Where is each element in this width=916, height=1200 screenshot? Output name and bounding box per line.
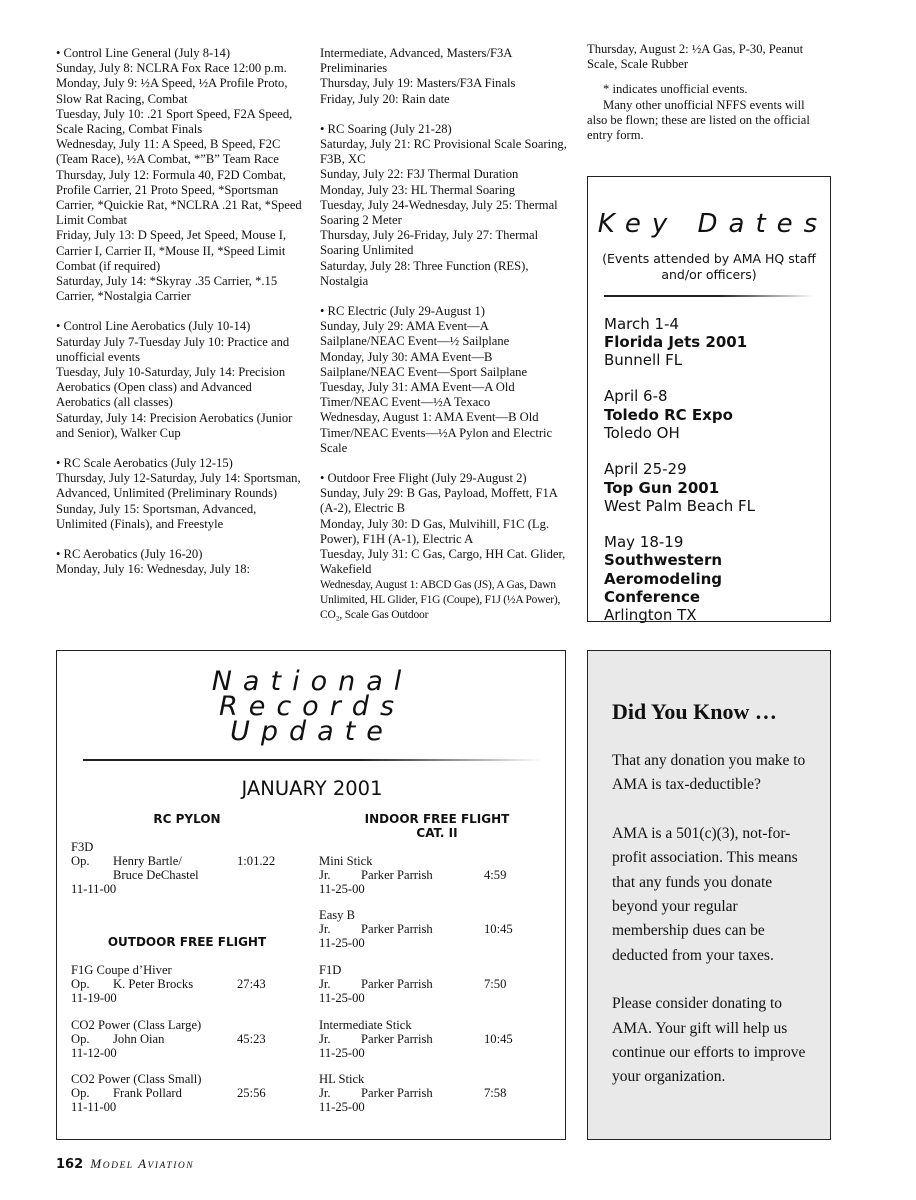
- records-title: [187, 666, 437, 747]
- schedule-line: Sunday, July 29: B Gas, Payload, Moffett, F1A (A-2), Electric B: [320, 486, 558, 516]
- schedule-line: Wednesday, July 11: A Speed, B Speed, F2C (Team Race), ½A Combat, *”B” Team Race: [56, 137, 281, 167]
- schedule-line: Friday, July 20: Rain date: [320, 91, 450, 106]
- record-event: F1G Coupe d’Hiver: [71, 963, 172, 977]
- schedule-column-1: [56, 46, 306, 593]
- event-place: Arlington TX: [604, 606, 697, 625]
- schedule-line: Sunday, July 29: AMA Event—A Sailplane/NEAC Event—½ Sailplane: [320, 319, 510, 349]
- record-entry: [71, 1018, 291, 1060]
- record-event: Intermediate Stick: [319, 1018, 412, 1032]
- event-name: Toledo RC Expo: [604, 405, 733, 424]
- category-heading-rc-pylon: RC PYLON: [153, 812, 221, 826]
- schedule-line: Sunday, July 22: F3J Thermal Duration: [320, 167, 519, 182]
- key-dates-title: Key Dates: [597, 209, 829, 239]
- section-heading: • Outdoor Free Flight (July 29-August 2): [320, 471, 527, 486]
- record-holder: Parker Parrish: [361, 1032, 433, 1046]
- record-time: 7:50: [484, 977, 507, 991]
- record-date: 11-25-00: [319, 991, 365, 1005]
- page-number: 162: [56, 1157, 84, 1172]
- schedule-line: Tuesday, July 31: C Gas, Cargo, HH Cat. Glider, Wakefield: [320, 547, 566, 577]
- did-you-know-box: [587, 650, 831, 1140]
- section-rc-aerobatics-cont: [320, 46, 570, 107]
- schedule-line: Saturday, July 14: *Skyray .35 Carrier, *.15 Carrier, *Nostalgia Carrier: [56, 274, 278, 304]
- record-class: Jr.: [319, 1086, 331, 1100]
- schedule-line: Thursday, July 12: Formula 40, F2D Combat, Profile Carrier, 21 Proto Speed, *Sportsman Carrier, *Quickie Rat, *NCLRA .21 Rat, *Speed Limit Combat: [56, 167, 302, 228]
- section-outdoor-free-flight-cont: [587, 42, 827, 72]
- section-rc-electric: [320, 304, 570, 456]
- note-unofficial: * indicates unofficial events.: [603, 82, 748, 97]
- schedule-line: Wednesday, August 1: ABCD Gas (JS), A Gas, Dawn Unlimited, HL Glider, F1G (Coupe), F1J (½A Power), CO₂, Scale Gas Outdoor: [320, 578, 561, 621]
- section-rc-scale-aerobatics: [56, 456, 306, 532]
- record-date: 11-25-00: [319, 882, 365, 896]
- did-you-know-paragraph: AMA is a 501(c)(3), not-for-profit association. This means that any funds you donate beyond your regular membership dues can be deducted from your taxes.: [612, 824, 798, 964]
- record-time: 10:45: [484, 922, 513, 936]
- category-heading-outdoor: OUTDOOR FREE FLIGHT: [107, 935, 267, 949]
- schedule-line: Monday, July 30: AMA Event—B Sailplane/NEAC Event—Sport Sailplane: [320, 349, 528, 379]
- record-entry: [319, 1072, 539, 1114]
- record-time: 4:59: [484, 868, 507, 882]
- schedule-line: Monday, July 30: D Gas, Mulvihill, F1C (Lg. Power), F1H (A-1), Electric A: [320, 516, 550, 546]
- event-name: Top Gun 2001: [604, 478, 720, 497]
- section-outdoor-free-flight: [320, 471, 570, 622]
- record-time: 7:58: [484, 1086, 507, 1100]
- key-dates-list: [604, 315, 830, 625]
- record-holder: Parker Parrish: [361, 922, 433, 936]
- record-event: CO2 Power (Class Large): [71, 1018, 202, 1032]
- record-class: Jr.: [319, 922, 331, 936]
- schedule-line: Thursday, July 19: Masters/F3A Finals: [320, 76, 516, 91]
- record-date: 11-11-00: [71, 1100, 117, 1114]
- section-rc-soaring: [320, 122, 570, 289]
- notes: [587, 82, 827, 143]
- schedule-line: Thursday, July 12-Saturday, July 14: Sportsman, Advanced, Unlimited (Preliminary Rounds): [56, 471, 301, 501]
- record-time: 10:45: [484, 1032, 513, 1046]
- record-holder: K. Peter Brocks: [113, 977, 194, 991]
- record-date: 11-25-00: [319, 936, 365, 950]
- records-title-line: Update: [230, 716, 394, 747]
- record-class: Op.: [71, 854, 90, 868]
- event-name: Florida Jets 2001: [604, 332, 748, 351]
- record-date: 11-25-00: [319, 1100, 365, 1114]
- did-you-know-title: Did You Know …: [612, 699, 777, 724]
- record-holder: Parker Parrish: [361, 1086, 433, 1100]
- record-class: Op.: [71, 977, 90, 991]
- section-heading: • RC Electric (July 29-August 1): [320, 304, 485, 319]
- key-date-item: [604, 387, 830, 442]
- record-date: 11-25-00: [319, 1046, 365, 1060]
- record-class: Jr.: [319, 977, 331, 991]
- schedule-line: Tuesday, July 10: .21 Sport Speed, F2A Speed, Scale Racing, Combat Finals: [56, 106, 293, 137]
- schedule-line: Monday, July 9: ½A Speed, ½A Profile Proto, Slow Rat Racing, Combat: [56, 76, 288, 106]
- key-date-item: [604, 460, 830, 515]
- schedule-line: Tuesday, July 24-Wednesday, July 25: Thermal Soaring 2 Meter: [320, 197, 558, 228]
- key-dates-subtitle: (Events attended by AMA HQ staff and/or officers): [602, 251, 816, 282]
- schedule-column-3: [587, 42, 827, 143]
- schedule-line: Intermediate, Advanced, Masters/F3A Preliminaries: [320, 46, 512, 76]
- did-you-know-paragraph: Please consider donating to AMA. Your gift will help us continue our efforts to improve your organization.: [612, 995, 806, 1086]
- record-class: Jr.: [319, 868, 331, 882]
- record-date: 11-11-00: [71, 882, 117, 896]
- record-entry: [71, 1072, 291, 1114]
- record-holder: John Oian: [113, 1032, 165, 1046]
- schedule-line: Saturday July 7-Tuesday July 10: Practice and unofficial events: [56, 334, 290, 364]
- schedule-line: Tuesday, July 10-Saturday, July 14: Precision Aerobatics (Open class) and Advanced Aerobatics (all classes): [56, 365, 286, 410]
- record-entry: [319, 908, 539, 950]
- section-control-line-general: [56, 46, 306, 304]
- record-holder: Frank Pollard: [113, 1086, 182, 1100]
- schedule-line: Tuesday, July 31: AMA Event—A Old Timer/NEAC Event—½A Texaco: [320, 380, 515, 410]
- event-date: May 18-19: [604, 533, 684, 552]
- record-event: F1D: [319, 963, 342, 977]
- record-class: Jr.: [319, 1032, 331, 1046]
- schedule-line: Thursday, July 26-Friday, July 27: Thermal Soaring Unlimited: [320, 228, 539, 258]
- record-event: CO2 Power (Class Small): [71, 1072, 202, 1086]
- record-class: Op.: [71, 1086, 90, 1100]
- section-control-line-aerobatics: [56, 319, 306, 441]
- record-event: HL Stick: [319, 1072, 365, 1086]
- page-footer: [56, 1156, 194, 1172]
- record-entry: [319, 1018, 539, 1060]
- record-holder: Henry Bartle/: [113, 854, 182, 868]
- key-date-item: [604, 315, 830, 370]
- records-title-line: Records: [218, 691, 406, 722]
- event-date: April 6-8: [604, 387, 668, 406]
- key-date-item: [604, 533, 830, 624]
- record-holder: Parker Parrish: [361, 977, 433, 991]
- section-heading: • RC Aerobatics (July 16-20): [56, 547, 203, 562]
- record-event: Mini Stick: [319, 854, 373, 868]
- record-holder: Bruce DeChastel: [113, 868, 199, 882]
- schedule-line: Monday, July 16: Wednesday, July 18:: [56, 562, 251, 577]
- schedule-line: Monday, July 23: HL Thermal Soaring: [320, 182, 516, 197]
- record-entry: [319, 963, 539, 1005]
- magazine-name-text: MODEL AVIATION: [90, 1156, 195, 1171]
- divider: [83, 759, 543, 761]
- event-place: West Palm Beach FL: [604, 496, 755, 515]
- record-class: Op.: [71, 1032, 90, 1046]
- schedule-line: Saturday, July 28: Three Function (RES), Nostalgia: [320, 258, 529, 288]
- section-heading: • RC Soaring (July 21-28): [320, 121, 452, 136]
- record-time: 25:56: [237, 1086, 266, 1100]
- section-rc-aerobatics: [56, 547, 306, 577]
- record-event: F3D: [71, 840, 94, 854]
- event-name: Southwestern Aeromodeling Conference: [604, 551, 723, 607]
- event-date: April 25-29: [604, 460, 687, 479]
- magazine-name: [90, 1156, 194, 1171]
- key-dates-box: [587, 176, 831, 625]
- section-heading: • Control Line General (July 8-14): [56, 46, 231, 60]
- record-date: 11-12-00: [71, 1046, 117, 1060]
- record-entry: [71, 840, 291, 896]
- record-time: 27:43: [237, 977, 266, 991]
- record-entry: [319, 854, 539, 896]
- schedule-line: Sunday, July 8: NCLRA Fox Race 12:00 p.m.: [56, 61, 287, 76]
- schedule-line: Sunday, July 15: Sportsman, Advanced, Unlimited (Finals), and Freestyle: [56, 501, 257, 531]
- event-place: Toledo OH: [604, 423, 680, 442]
- records-title-line: National: [211, 666, 413, 697]
- record-date: 11-19-00: [71, 991, 117, 1005]
- records-month: JANUARY 2001: [241, 777, 383, 800]
- schedule-line: Thursday, August 2: ½A Gas, P-30, Peanut Scale, Scale Rubber: [587, 42, 804, 72]
- divider: [604, 295, 814, 297]
- category-heading-indoor: INDOOR FREE FLIGHT CAT. II: [364, 812, 510, 840]
- note-nffs: Many other unofficial NFFS events will also be flown; these are listed on the official entry form.: [587, 97, 810, 143]
- event-date: March 1-4: [604, 314, 679, 333]
- record-entry: [71, 963, 291, 1005]
- record-time: 1:01.22: [237, 854, 276, 868]
- schedule-line: Friday, July 13: D Speed, Jet Speed, Mouse I, Carrier I, Carrier II, *Mouse II, *Speed Limit Combat (if required): [56, 228, 287, 273]
- schedule-line: Wednesday, August 1: AMA Event—B Old Timer/NEAC Events—½A Pylon and Electric Scale: [320, 410, 553, 455]
- did-you-know-paragraph: That any donation you make to AMA is tax-deductible?: [612, 752, 806, 794]
- schedule-line: Saturday, July 21: RC Provisional Scale Soaring, F3B, XC: [320, 137, 567, 167]
- record-event: Easy B: [319, 908, 356, 922]
- record-holder: Parker Parrish: [361, 868, 433, 882]
- section-heading: • RC Scale Aerobatics (July 12-15): [56, 456, 233, 471]
- schedule-line: Saturday, July 14: Precision Aerobatics (Junior and Senior), Walker Cup: [56, 410, 293, 440]
- event-place: Bunnell FL: [604, 351, 683, 370]
- national-records-box: [56, 650, 566, 1140]
- record-time: 45:23: [237, 1032, 266, 1046]
- schedule-column-2: [320, 46, 570, 638]
- section-heading: • Control Line Aerobatics (July 10-14): [56, 319, 251, 334]
